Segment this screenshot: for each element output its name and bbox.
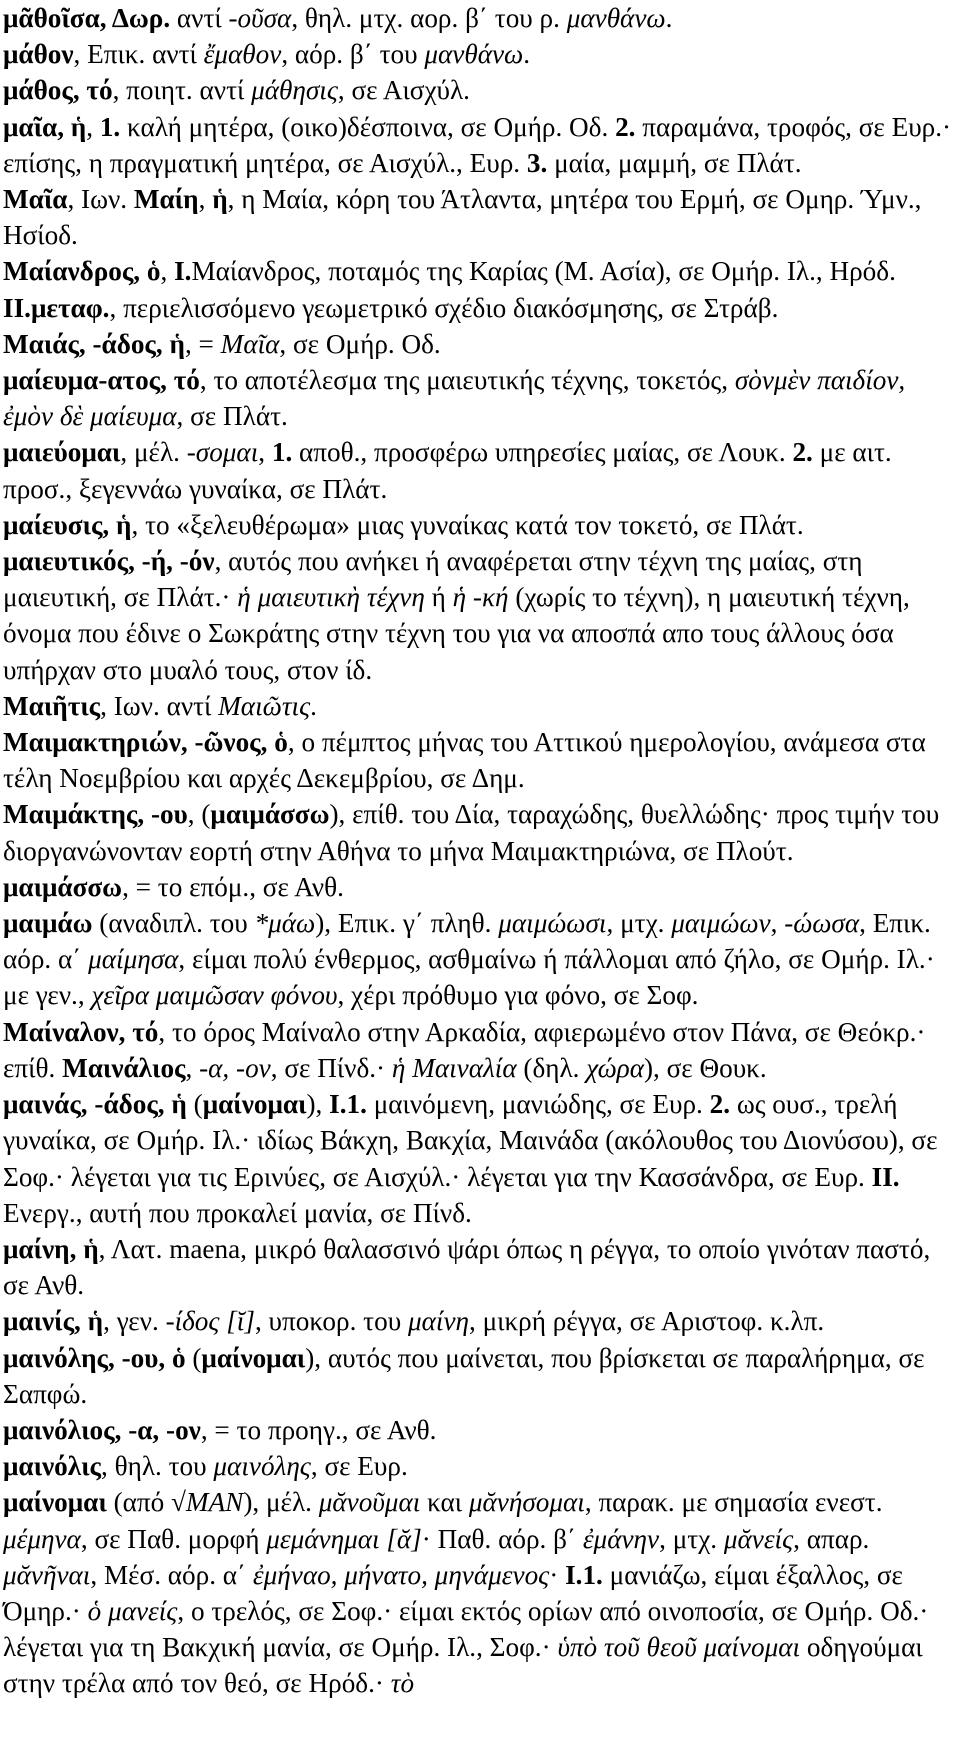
headword: μᾶθοῖσα, Δωρ.: [3, 3, 171, 33]
definition-text: ως ουσ., τρελή γυναίκα, σε Ομήρ. Ιλ.· ιδίως Βάκχη, Βακχία, Μαινάδα (ακόλουθος του Διονύσου), σε Σοφ.· λέγεται για τις Ερινύες, σε Αισχύλ.· λέγεται για την Κασσάνδρα, σε Ευρ.: [3, 1089, 938, 1192]
definition-text: ), σε Θουκ.: [643, 1052, 767, 1083]
italic-form: μεμάνημαι [ᾰ]: [266, 1523, 422, 1554]
italic-form: *μάω: [254, 908, 316, 939]
italic-form: ἐμάνην: [582, 1523, 660, 1554]
definition-text: , -: [770, 908, 794, 939]
italic-form: √ΜΑΝ: [171, 1487, 244, 1518]
definition-text: , σε Ευρ.: [310, 1451, 408, 1482]
dictionary-entry: [3, 1448, 958, 1484]
definition-text: , χέρι πρόθυμο για φόνο, σε Σοφ.: [337, 980, 699, 1011]
headword: μαιμάσσω: [3, 871, 123, 902]
dictionary-entry: [3, 507, 958, 543]
definition-text: , Ιων. αντί: [100, 690, 219, 721]
definition-text: μανιάζω, είμαι έξαλλος, σε Όμηρ.·: [3, 1559, 903, 1626]
definition-text: , = το προηγ., σε Ανθ.: [200, 1414, 437, 1445]
dictionary-entry: [3, 1412, 958, 1448]
headword: μαίνομαι: [201, 1342, 306, 1373]
dictionary-entry: [3, 109, 958, 181]
headword: μάθος, τό: [3, 75, 113, 106]
headword: Μαίη: [133, 184, 199, 215]
italic-form: ὁ μανείς: [87, 1595, 178, 1626]
definition-text: , ποιητ. αντί: [112, 75, 252, 106]
italic-form: μαίνη: [407, 1306, 469, 1337]
italic-form: μέμηνα: [3, 1523, 81, 1554]
dictionary-entry: [3, 905, 958, 1014]
definition-text: (από: [106, 1487, 171, 1518]
dictionary-entry: [3, 688, 958, 724]
definition-text: , σε Ομήρ. Οδ.: [279, 328, 441, 359]
definition-text: ), Επικ. γ΄ πληθ.: [315, 908, 499, 939]
definition-text: .: [523, 39, 531, 70]
headword: μαιμάσσω: [210, 799, 330, 830]
italic-form: Μαῖα: [220, 328, 280, 359]
italic-form: -α, -ον: [199, 1052, 271, 1083]
definition-text: , σε Πίνδ.·: [270, 1052, 392, 1083]
italic-form: μᾰνείς: [723, 1523, 794, 1554]
headword: Μαιμάκτης, -ου: [3, 799, 188, 830]
definition-text: , θηλ. μτχ. αορ. β΄ του ρ.: [291, 3, 567, 33]
definition-text: , παρακ. με σημασία ενεστ.: [584, 1487, 883, 1518]
headword: μαίευμα-ατος, τό: [3, 365, 200, 396]
headword: μαίνομαι: [3, 1487, 107, 1518]
italic-form: τὸ: [390, 1668, 415, 1699]
definition-text: , Επικ. αόρ. α΄: [3, 908, 931, 975]
headword: μαίνομαι: [202, 1089, 307, 1120]
italic-form: μαιμώων: [671, 908, 771, 939]
dictionary-entry: [3, 72, 958, 108]
dictionary-entry: [3, 796, 958, 868]
sense-number: I.1.: [329, 1089, 367, 1120]
italic-form: μᾰνήσομαι: [468, 1487, 585, 1518]
italic-form: ἡ Μαιναλία: [391, 1052, 517, 1083]
definition-text: καλή μητέρα, (οικο)δέσποινα, σε Ομήρ. Οδ.: [120, 111, 616, 142]
headword: μαιεύομαι: [3, 437, 121, 468]
definition-text: ,: [198, 184, 213, 215]
definition-text: , αυτός που ανήκει ή αναφέρεται στην τέχνη της μαίας, στη μαιευτική, σε Πλάτ.·: [3, 546, 863, 613]
dictionary-entry: [3, 326, 958, 362]
definition-text: οδηγούμαι στην τρέλα από τον θεό, σε Ηρόδ.·: [3, 1632, 923, 1699]
italic-form: -οῦσα: [228, 3, 292, 33]
dictionary-entry: [3, 253, 958, 325]
sense-number: 2.: [792, 437, 813, 468]
headword: μαιευτικός, -ή, -όν: [3, 546, 215, 577]
sense-number: μεταφ.: [30, 292, 110, 323]
definition-text: ,: [258, 437, 272, 468]
definition-text: Μαίανδρος, ποταμός της Καρίας (Μ. Ασία), σε Ομήρ. Ιλ., Ηρόδ.: [191, 256, 896, 287]
definition-text: (δηλ.: [516, 1052, 587, 1083]
headword: Μαιῆτις: [3, 690, 101, 721]
definition-text: , υποκορ. του: [254, 1306, 408, 1337]
italic-form: μαιμώωσι: [498, 908, 607, 939]
definition-text: ), επίθ. του Δία, ταραχώδης, θυελλώδης· προς τιμήν του διοργανώνονταν εορτή στην Αθήνα το μήνα Μαιμακτηριώνα, σε Πλούτ.: [3, 799, 940, 866]
definition-text: ),: [306, 1089, 330, 1120]
definition-text: , το αποτέλεσμα της μαιευτικής τέχνης, τοκετός,: [199, 365, 735, 396]
definition-text: αντί: [170, 3, 229, 33]
dictionary-entry: [3, 0, 958, 36]
definition-text: , =: [184, 328, 221, 359]
definition-text: , γεν.: [103, 1306, 166, 1337]
definition-text: με αιτ. προσ., ξεγεννάω γυναίκα, σε Πλάτ.: [3, 437, 892, 504]
definition-text: · Παθ. αόρ. β΄: [421, 1523, 583, 1554]
definition-text: , (: [187, 799, 211, 830]
definition-text: , μτχ.: [606, 908, 672, 939]
sense-number: II.: [3, 292, 31, 323]
definition-text: , μικρή ρέγγα, σε Αριστοφ. κ.λπ.: [469, 1306, 825, 1337]
sense-number: 1.: [271, 437, 293, 468]
headword: Μαίναλον, τό: [3, 1016, 159, 1047]
sense-number: I.: [174, 256, 192, 287]
definition-text: , η Μαία, κόρη του Άτλαντα, μητέρα του Ερμή, σε Ομηρ. Ύμν., Ησίοδ.: [3, 184, 922, 251]
definition-text: (: [186, 1089, 203, 1120]
dictionary-entry: [3, 434, 958, 506]
italic-form: ἡ -κή: [452, 582, 509, 613]
definition-text: μαία, μαμμή, σε Πλάτ.: [547, 147, 802, 178]
headword: Μαινάλιος: [62, 1052, 186, 1083]
definition-text: , μτχ.: [659, 1523, 724, 1554]
italic-form: μαινόλης: [213, 1451, 311, 1482]
definition-text: , = το επόμ., σε Ανθ.: [122, 871, 344, 902]
headword: μαίευσις, ἡ: [3, 509, 132, 540]
italic-form: χώρα: [586, 1052, 644, 1083]
sense-number: 2.: [615, 111, 636, 142]
italic-form: -ίδος [ῐ]: [165, 1306, 255, 1337]
headword: μαινίς, ἡ: [3, 1306, 104, 1337]
italic-form: μάθησις: [251, 75, 338, 106]
definition-text: , Επικ. αντί: [73, 39, 204, 70]
definition-text: , μέλ.: [120, 437, 187, 468]
definition-text: και: [420, 1487, 469, 1518]
definition-text: αποθ., προσφέρω υπηρεσίες μαίας, σε Λουκ.: [292, 437, 793, 468]
definition-text: (αναδιπλ. του: [92, 908, 255, 939]
definition-text: ,: [185, 1052, 200, 1083]
definition-text: ,: [86, 111, 100, 142]
definition-text: , Λατ. maena, μικρό θαλασσινό ψάρι όπως η ρέγγα, το οποίο γινόταν παστό, σε Ανθ.: [3, 1233, 931, 1301]
headword: Μαῖα: [3, 184, 68, 215]
headword: μαινάς, -άδος, ἡ: [3, 1089, 187, 1120]
italic-form: χεῖρα μαιμῶσαν φόνου: [91, 980, 338, 1011]
italic-form: ἡ μαιευτικὴ τέχνη: [237, 582, 425, 613]
dictionary-entry: [3, 1303, 958, 1339]
definition-text: , είμαι πολύ ένθερμος, ασθμαίνω ή πάλλομαι από ζήλο, σε Ομήρ. Ιλ.· με γεν.,: [3, 944, 935, 1011]
italic-form: μᾰνῆναι: [3, 1559, 91, 1590]
sense-number: 2.: [709, 1089, 731, 1120]
dictionary-entry: [3, 1484, 958, 1701]
definition-text: (: [185, 1342, 202, 1373]
definition-text: Ενεργ., αυτή που προκαλεί μανία, σε Πίνδ.: [3, 1197, 472, 1228]
definition-text: , Μέσ. αόρ. α΄: [90, 1559, 253, 1590]
definition-text: , το όρος Μαίναλο στην Αρκαδία, αφιερωμένο στον Πάνα, σε Θεόκρ.· επίθ.: [3, 1016, 926, 1083]
headword: Μαιάς, -άδος, ἡ: [3, 328, 185, 359]
dictionary-entry: [3, 1086, 958, 1231]
definition-text: .: [665, 3, 673, 33]
headword: μαινόλης, -ου, ὁ: [3, 1342, 186, 1373]
definition-text: , περιελισσόμενο γεωμετρικό σχέδιο διακόσμησης, σε Στράβ.: [109, 292, 779, 323]
dictionary-entry: [3, 1014, 958, 1086]
italic-form: Μαιῶτις: [218, 690, 311, 721]
definition-text: , Ιων.: [67, 184, 134, 215]
headword: ἡ: [212, 184, 228, 215]
definition-text: , ο πέμπτος μήνας του Αττικού ημερολογίου, ανάμεσα στα τέλη Νοεμβρίου και αρχές Δεκεμβρίου, σε Δημ.: [3, 727, 926, 794]
definition-text: , αόρ. β΄ του: [281, 39, 425, 70]
dictionary-entry: [3, 362, 958, 434]
dictionary-entry: [3, 36, 958, 72]
italic-form: ὑπὸ τοῦ θεοῦ μαίνομαι: [557, 1632, 801, 1663]
headword: μάθον: [3, 39, 74, 70]
headword: Μαιμακτηριών, -ῶνος, ὁ: [3, 727, 288, 758]
italic-form: σὸνμὲν παιδίον, ἐμὸν δὲ μαίευμα: [3, 365, 906, 432]
headword: μαινόλις: [3, 1451, 102, 1482]
dictionary-entry: [3, 543, 958, 688]
headword: μαινόλιος, -α, -ον: [3, 1414, 201, 1445]
definition-text: , θηλ. του: [101, 1451, 214, 1482]
headword: Μαίανδρος, ὁ: [3, 256, 161, 287]
italic-form: μᾰνοῦμαι: [318, 1487, 421, 1518]
definition-text: , το «ξελευθέρωμα» μιας γυναίκας κατά τον τοκετό, σε Πλάτ.: [131, 509, 804, 540]
definition-text: , απαρ.: [793, 1523, 870, 1554]
italic-form: -σομαι: [186, 437, 259, 468]
dictionary-entry: [3, 1340, 958, 1412]
italic-form: μανθάνω: [424, 39, 524, 70]
headword: μαῖα, ἡ: [3, 111, 87, 142]
definition-text: ), μέλ.: [243, 1487, 319, 1518]
italic-form: ώωσα: [793, 908, 860, 939]
definition-text: , σε Αισχύλ.: [337, 75, 470, 106]
definition-text: ,: [160, 256, 175, 287]
definition-text: (χωρίς το τέχνη), η μαιευτική τέχνη, όνομα που έδινε ο Σωκράτης στην τέχνη του για να αποσπά απο τους άλλους όσα υπήρχαν στο μυαλό τους, στον ίδ.: [3, 582, 910, 685]
definition-text: , σε Πλάτ.: [176, 401, 288, 432]
definition-text: .: [310, 690, 317, 721]
sense-number: I.1.: [565, 1559, 603, 1590]
definition-text: μαινόμενη, μανιώδης, σε Ευρ.: [366, 1089, 710, 1120]
italic-form: μαίμησα: [88, 944, 179, 975]
definition-text: ή: [424, 582, 453, 613]
dictionary-entry: [3, 1231, 958, 1303]
headword: μαιμάω: [3, 908, 93, 939]
sense-number: II.: [871, 1161, 900, 1192]
definition-text: ·: [549, 1559, 566, 1590]
definition-text: , σε Παθ. μορφή: [80, 1523, 267, 1554]
definition-text: παραμάνα, τροφός, σε Ευρ.· επίσης, η πραγματική μητέρα, σε Αισχύλ., Ευρ.: [3, 111, 952, 178]
definition-text: ), αυτός που μαίνεται, που βρίσκεται σε παραλήρημα, σε Σαπφώ.: [3, 1342, 925, 1409]
dictionary-entry: [3, 181, 958, 253]
headword: μαίνη, ἡ: [3, 1233, 99, 1264]
definition-text: , ο τρελός, σε Σοφ.· είμαι εκτός ορίων από οινοποσία, σε Ομήρ. Οδ.· λέγεται για τη Βακχική μανία, σε Ομήρ. Ιλ., Σοφ.·: [3, 1595, 929, 1663]
italic-form: μανθάνω: [566, 3, 666, 33]
sense-number: 3.: [526, 147, 548, 178]
italic-form: ἐμήναο, μήνατο, μηνάμενος: [252, 1559, 550, 1590]
italic-form: ἔμαθον: [203, 39, 282, 70]
dictionary-entry: [3, 724, 958, 796]
dictionary-entry: [3, 869, 958, 905]
sense-number: 1.: [99, 111, 121, 142]
